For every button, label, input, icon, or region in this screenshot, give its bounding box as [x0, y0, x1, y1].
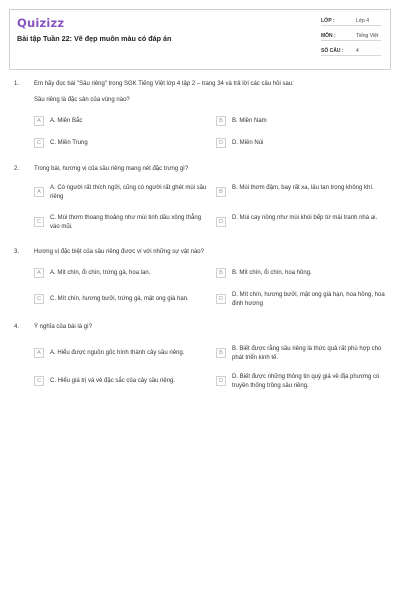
question-text: Trong bài, hương vị của sầu riêng mang nét đặc trưng gì?: [34, 166, 189, 172]
option-letter-box: C: [34, 376, 44, 386]
option-text: B. Mùi thơm đậm, bay rất xa, lâu tan trong không khí.: [232, 185, 374, 191]
option-letter-box: D: [216, 376, 226, 386]
option-text: B. Mít chín, ổi chín, hoa hồng.: [232, 270, 312, 276]
option-letter-box: D: [216, 294, 226, 304]
meta-subject-label: MÔN :: [321, 33, 336, 39]
option-text: C. Hiểu giá trị và vẻ đặc sắc của cây sầu riêng.: [50, 378, 176, 384]
option-letter-box: C: [34, 138, 44, 148]
option-text: C. Miền Trung: [50, 140, 88, 146]
option-letter-box: B: [216, 187, 226, 197]
question-number: 2.: [14, 166, 20, 172]
option-letter-box: B: [216, 116, 226, 126]
option-text: B. Biết được rằng sầu riêng là thức quả rất phù hợp cho phát triển kinh tế.: [232, 346, 382, 361]
meta-count-underline: [321, 55, 381, 56]
question-number: 3.: [14, 249, 20, 255]
meta-subject-underline: [321, 40, 381, 41]
question-text: Em hãy đọc bài "Sầu riêng" trong SGK Tiếng Việt lớp 4 tập 2 – trang 34 và trả lời các câu hỏi sau:: [34, 81, 294, 87]
question-text: Ý nghĩa của bài là gì?: [34, 324, 93, 330]
option-text: D. Biết được những thông tin quý giá về địa phương có truyền thống trồng sầu riêng.: [232, 374, 380, 389]
option-letter-box: D: [216, 217, 226, 227]
option-text: A. Mít chín, ổi chín, trứng gà, hoa lan.: [50, 270, 151, 276]
meta-subject-value: Tiếng Việt: [356, 33, 379, 39]
meta-count-value: 4: [356, 48, 359, 54]
option-text: D. Miền Núi: [232, 140, 264, 146]
option-text: C. Mít chín, hương bưởi, trứng gà, mật ong già hạn.: [50, 296, 189, 302]
meta-grade-value: Lớp 4: [356, 18, 370, 24]
option-letter-box: C: [34, 294, 44, 304]
option-text: A. Có người rất thích ngửi, cũng có người rất ghét mùi sầu riêng: [50, 185, 207, 200]
meta-grade-underline: [321, 25, 381, 26]
option-letter-box: B: [216, 348, 226, 358]
question-number: 4.: [14, 324, 20, 330]
worksheet-title: Bài tập Tuần 22: Vẽ đẹp muôn màu có đáp án: [17, 34, 172, 43]
question-number: 1.: [14, 81, 20, 87]
option-text: C. Mùi thơm thoang thoảng như mùi tinh dầu xông thẳng vào mũi.: [50, 215, 202, 230]
question-subtext: Sầu riêng là đặc sản của vùng nào?: [34, 97, 130, 103]
option-text: D. Mít chín, hương bưởi, mật ong già hạn, hoa hồng, hoa đinh hương: [232, 292, 385, 307]
option-text: D. Mùi cay nồng như mùi khói bếp từ mái tranh nhà ai.: [232, 215, 378, 221]
option-letter-box: A: [34, 348, 44, 358]
question-text: Hương vị đặc biệt của sầu riêng được ví với những sự vật nào?: [34, 249, 204, 255]
option-letter-box: A: [34, 187, 44, 197]
option-letter-box: B: [216, 268, 226, 278]
option-letter-box: C: [34, 217, 44, 227]
option-text: B. Miền Nam: [232, 118, 267, 124]
meta-grade-label: LỚP :: [321, 18, 335, 24]
option-text: A. Miền Bắc: [50, 118, 83, 124]
meta-count-label: SỐ CÂU :: [321, 48, 344, 54]
option-letter-box: A: [34, 268, 44, 278]
worksheet-header: [9, 9, 391, 70]
option-letter-box: D: [216, 138, 226, 148]
quizizz-logo: Quizizz: [17, 16, 65, 30]
option-letter-box: A: [34, 116, 44, 126]
option-text: A. Hiểu được nguồn gốc hình thành cây sầu riêng.: [50, 350, 185, 356]
